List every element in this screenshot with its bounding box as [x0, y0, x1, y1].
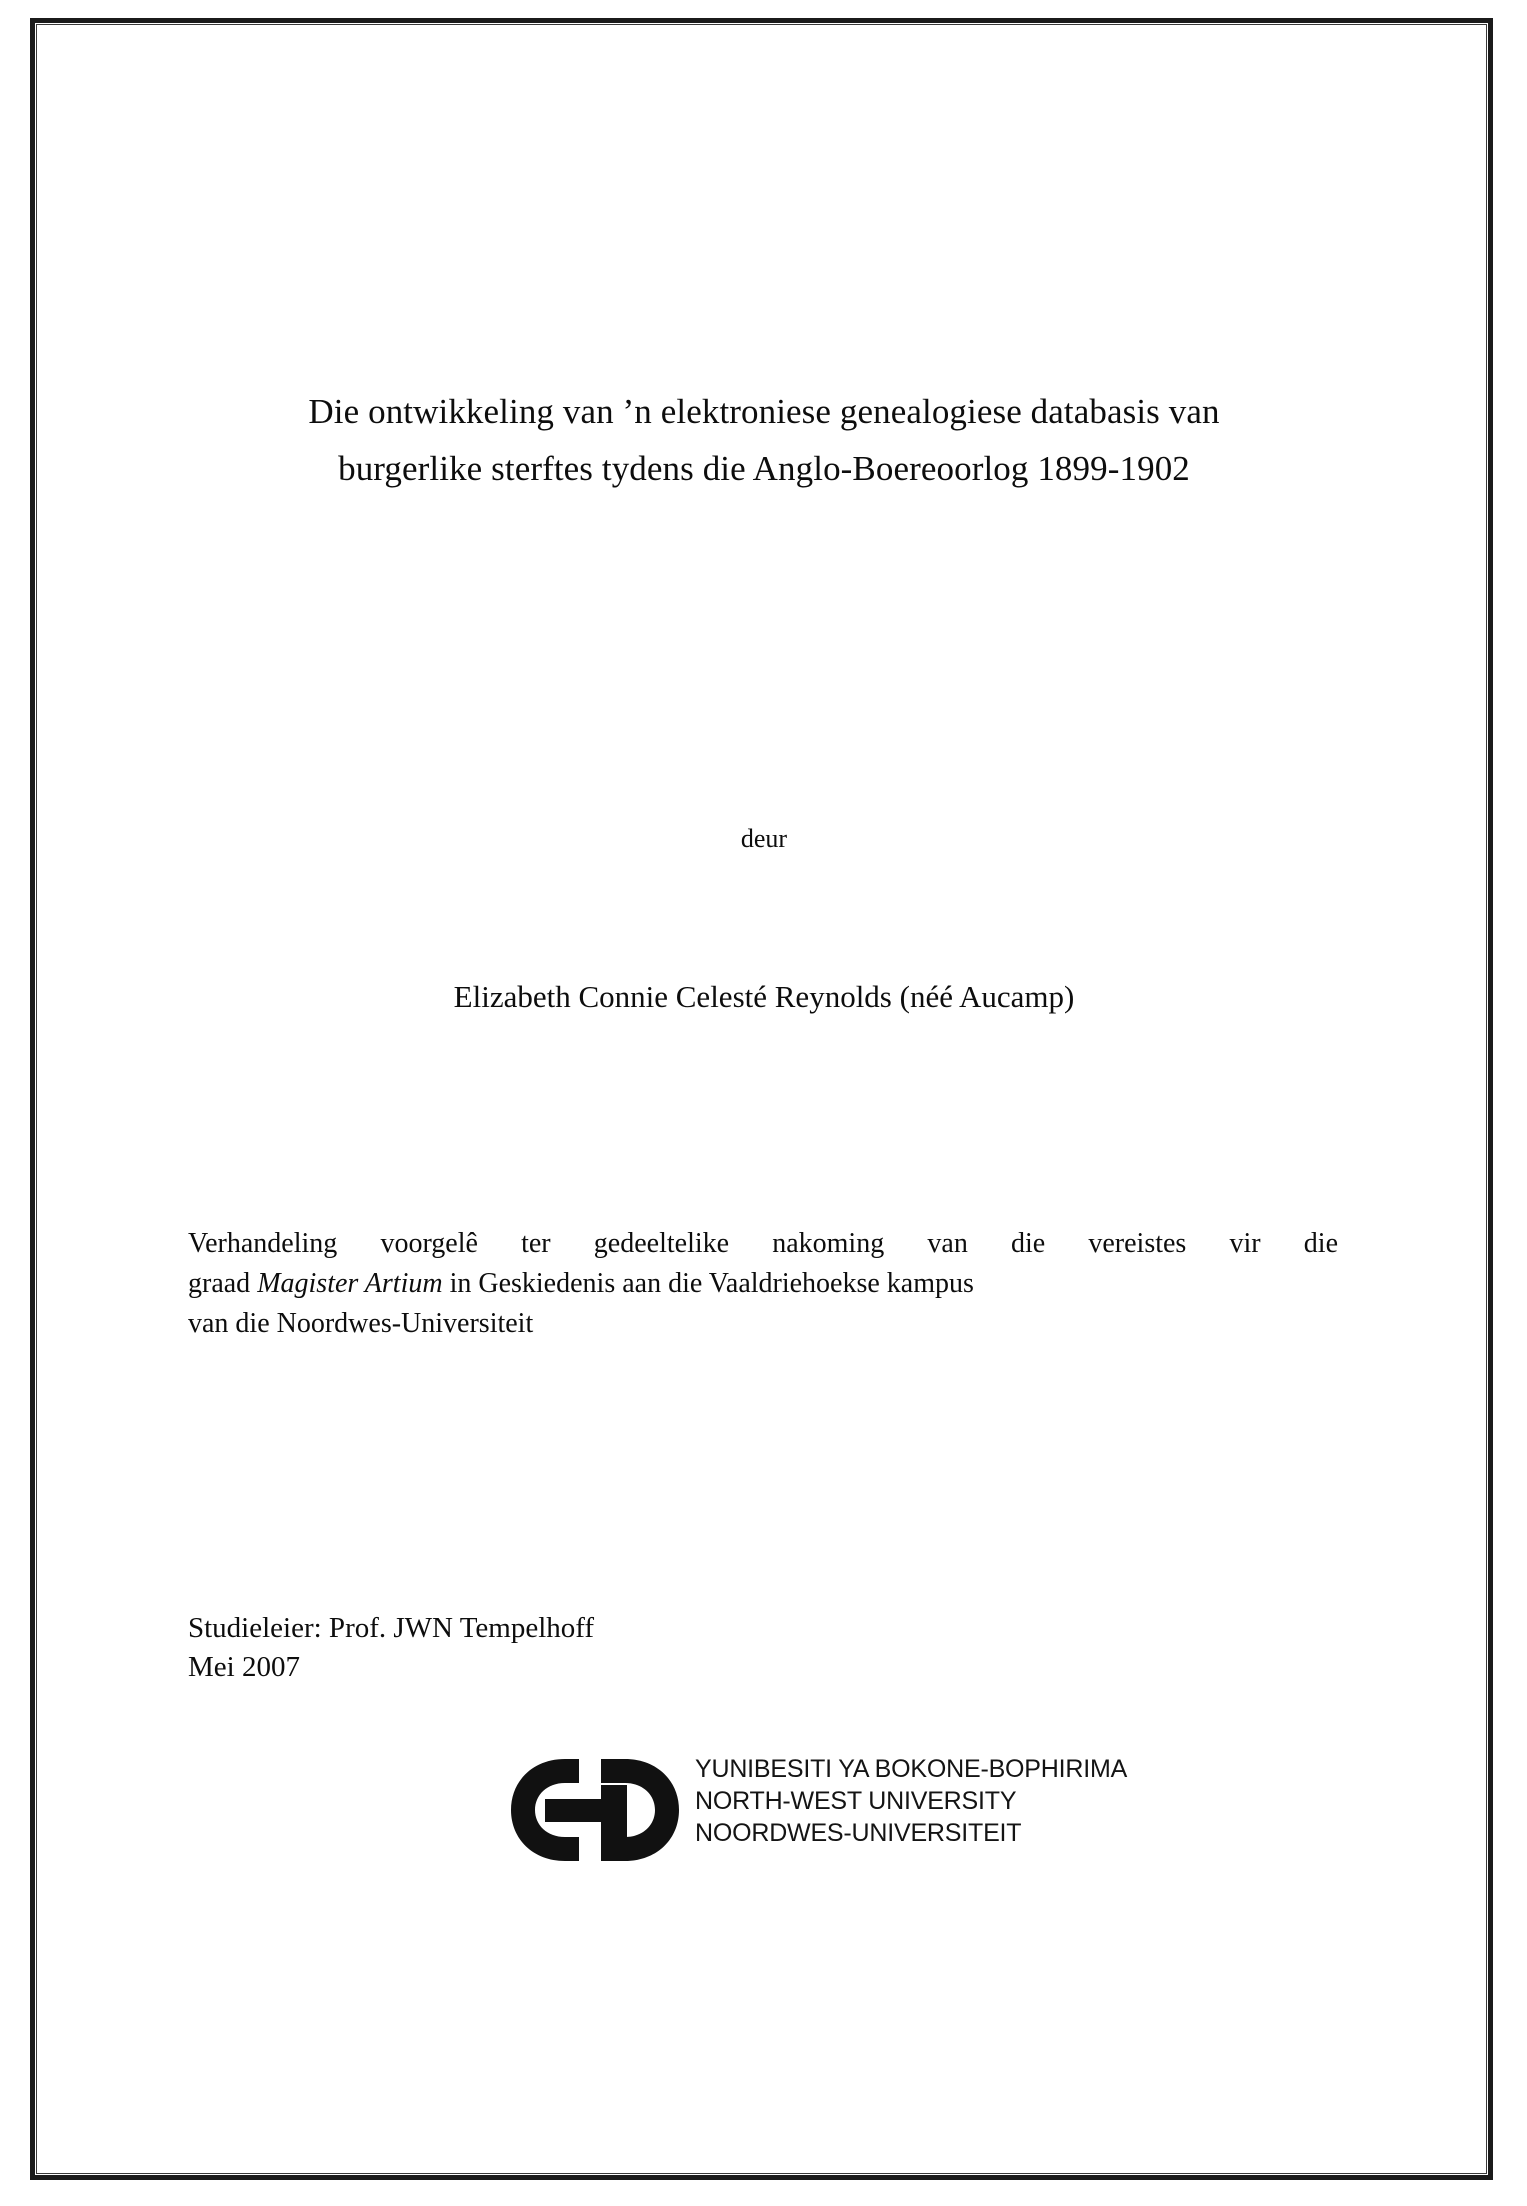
- logo-line-3: NOORDWES-UNIVERSITEIT: [695, 1819, 1022, 1847]
- logo-line-2: NORTH-WEST UNIVERSITY: [695, 1787, 1017, 1815]
- university-logo: [505, 1749, 1205, 1879]
- degree-statement-line-3: van die Noordwes-Universiteit: [188, 1308, 534, 1340]
- degree-statement-line-2-pre: graad: [188, 1268, 258, 1300]
- submission-date: Mei 2007: [188, 1651, 300, 1684]
- nwu-logo-icon: [505, 1755, 685, 1865]
- logo-line-1: YUNIBESITI YA BOKONE-BOPHIRIMA: [695, 1755, 1128, 1783]
- supervisor-block: [188, 1609, 1088, 1687]
- title-line-2: burgerlike sterftes tydens die Anglo-Boereoorlog 1899-1902: [338, 448, 1190, 488]
- title-line-1: Die ontwikkeling van ’n elektroniese genealogiese databasis van: [308, 392, 1220, 431]
- university-logo-text: [695, 1753, 1127, 1849]
- thesis-title: [185, 384, 1343, 497]
- degree-statement: [188, 1224, 1338, 1344]
- title-page-content: [185, 24, 1343, 2144]
- supervisor-name: Studieleier: Prof. JWN Tempelhoff: [188, 1612, 595, 1644]
- by-label: deur: [740, 824, 788, 853]
- author-name: Elizabeth Connie Celesté Reynolds (néé Aucamp): [453, 979, 1075, 1014]
- degree-statement-line-2-post: in Geskiedenis aan die Vaaldriehoekse kampus: [442, 1268, 974, 1300]
- degree-statement-line-2: [188, 1264, 1338, 1304]
- degree-statement-line-1: Verhandeling voorgelê ter gedeeltelike nakoming van die vereistes vir die: [188, 1228, 1338, 1259]
- degree-name-italic: Magister Artium: [257, 1268, 443, 1300]
